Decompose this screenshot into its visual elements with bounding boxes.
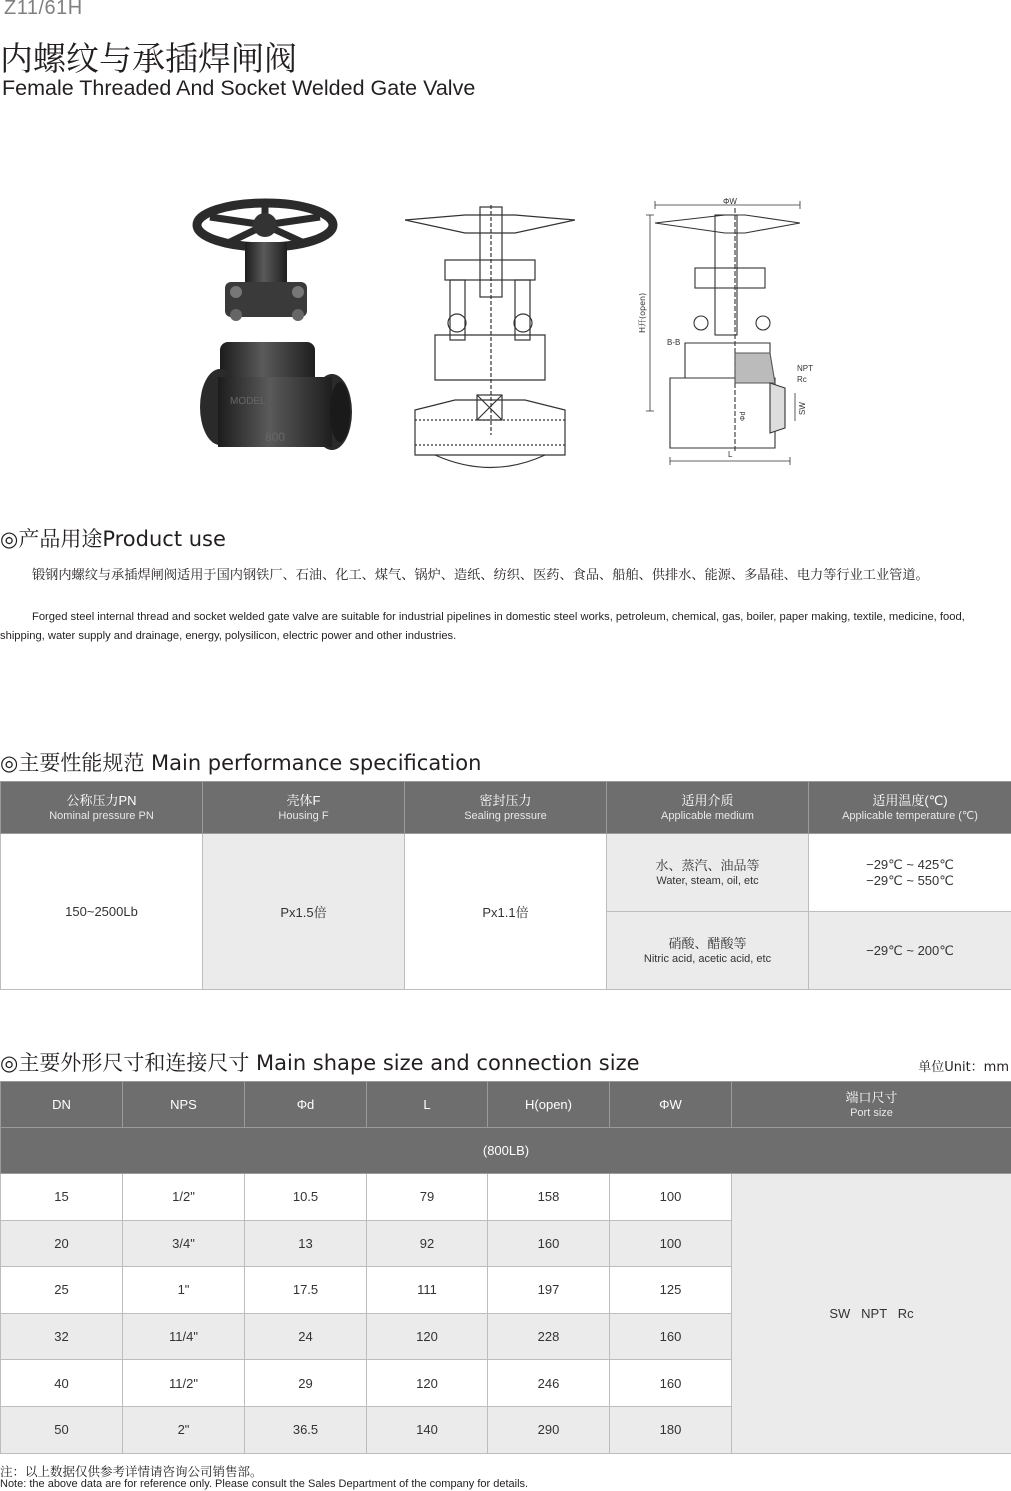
dim-cell-dn: 50 [1,1406,123,1453]
header-h-open: H(open) [488,1082,610,1128]
dim-cell-dn: 25 [1,1267,123,1314]
dim-cell-dn: 15 [1,1174,123,1221]
label-phi-w: ΦW [723,197,737,206]
label-d: Φd [740,411,747,421]
svg-text:800: 800 [265,430,286,444]
dim-cell-nps: 1" [123,1267,245,1314]
product-use-heading: ◎产品用途Product use [0,527,226,551]
product-images [0,185,1011,475]
dimensions-body [1,1174,1011,1454]
dim-cell-nps: 3/4" [123,1220,245,1267]
cell-temp-2: −29℃ ~ 200℃ [809,912,1011,990]
dim-cell--w: 125 [610,1267,732,1314]
dim-cell--w: 180 [610,1406,732,1453]
label-h-open: H开(open) [638,292,647,333]
label-rc: Rc [797,375,807,384]
dim-cell-l: 120 [367,1360,488,1407]
page-title-cn: 内螺纹与承插焊闸阀 [0,39,297,78]
label-bb: B-B [667,338,681,347]
dim-cell--d: 36.5 [245,1406,367,1453]
unit-label: 单位Unit：mm [918,1060,1009,1075]
group-row [1,1128,1011,1174]
dim-cell--w: 100 [610,1220,732,1267]
performance-heading: ◎主要性能规范 Main performance specification [0,751,482,775]
dim-cell-l: 111 [367,1267,488,1314]
header-sealing-pressure: 密封压力 Sealing pressure [405,782,607,834]
header-d: Φd [245,1082,367,1128]
header-w: ΦW [610,1082,732,1128]
header-l: L [367,1082,488,1128]
port-size-cell: SW NPT Rc [732,1174,1011,1454]
label-sw: SW [798,402,807,415]
label-npt: NPT [797,364,813,373]
group-800lb: (800LB) [1,1128,1011,1174]
table-row [1,1174,1011,1221]
header-temperature: 适用温度(℃) Applicable temperature (℃) [809,782,1011,834]
dim-cell--w: 160 [610,1313,732,1360]
performance-table [0,781,1011,990]
cell-medium-1: 水、蒸汽、油品等 Water, steam, oil, etc [607,834,809,912]
cell-sealing: Px1.1倍 [405,834,607,990]
dim-cell-h-open-: 158 [488,1174,610,1221]
label-l: L [728,450,733,459]
product-use-text-en: Forged steel internal thread and socket welded gate valve are suitable for industrial pipelines in domestic steel works, petroleum, chemical, gas, boiler, paper making, textile, medicine, food, shipping, water supply and drainage, energy, polysilicon, electric power and other industries. [0,611,965,642]
dim-cell--w: 100 [610,1174,732,1221]
valve-section-drawing [405,205,575,470]
dim-cell-h-open-: 246 [488,1360,610,1407]
dim-cell-nps: 1/2" [123,1174,245,1221]
cell-housing: Px1.5倍 [203,834,405,990]
dim-cell-dn: 40 [1,1360,123,1407]
dimensions-heading: ◎主要外形尺寸和连接尺寸 Main shape size and connection size [0,1051,640,1075]
dim-cell-l: 92 [367,1220,488,1267]
dimensions-header-row [1,1082,1011,1128]
dimensions-table [0,1081,1011,1454]
dim-cell-nps: 11/2" [123,1360,245,1407]
note-en: Note: the above data are for reference only. Please consult the Sales Department of the company for details. [0,1478,529,1490]
header-nominal-pressure: 公称压力PN Nominal pressure PN [1,782,203,834]
dim-cell--d: 24 [245,1313,367,1360]
dim-cell-l: 120 [367,1313,488,1360]
valve-photo [190,197,365,477]
dim-cell-h-open-: 290 [488,1406,610,1453]
header-housing: 壳体F Housing F [203,782,405,834]
header-nps: NPS [123,1082,245,1128]
dim-cell-nps: 11/4" [123,1313,245,1360]
valve-dimension-drawing [635,193,835,473]
header-port-size: 端口尺寸 Port size [732,1082,1011,1128]
dim-cell-nps: 2" [123,1406,245,1453]
dim-cell--d: 13 [245,1220,367,1267]
performance-header-row [1,782,1011,834]
svg-text:MODEL: MODEL [230,396,266,407]
dim-cell-l: 79 [367,1174,488,1221]
dim-cell--w: 160 [610,1360,732,1407]
dim-cell-l: 140 [367,1406,488,1453]
header-medium: 适用介质 Applicable medium [607,782,809,834]
page-title-en: Female Threaded And Socket Welded Gate Valve [2,76,476,100]
dim-cell-h-open-: 228 [488,1313,610,1360]
cell-temp-1: −29℃ ~ 425℃ −29℃ ~ 550℃ [809,834,1011,912]
dim-cell-h-open-: 160 [488,1220,610,1267]
note-cn: 注：以上数据仅供参考详情请咨询公司销售部。 [0,1464,263,1479]
dim-cell--d: 17.5 [245,1267,367,1314]
product-use-text-cn: 锻钢内螺纹与承插焊闸阀适用于国内钢铁厂、石油、化工、煤气、锅炉、造纸、纺织、医药、食品、船舶、供排水、能源、多晶硅、电力等行业工业管道。 [32,568,929,583]
table-row [1,834,1011,912]
dim-cell--d: 10.5 [245,1174,367,1221]
header-dn: DN [1,1082,123,1128]
cell-medium-2: 硝酸、醋酸等 Nitric acid, acetic acid, etc [607,912,809,990]
dim-cell-h-open-: 197 [488,1267,610,1314]
dim-cell-dn: 20 [1,1220,123,1267]
dim-cell--d: 29 [245,1360,367,1407]
cell-pressure: 150~2500Lb [1,834,203,990]
dim-cell-dn: 32 [1,1313,123,1360]
model-number: Z11/61H [4,0,83,19]
